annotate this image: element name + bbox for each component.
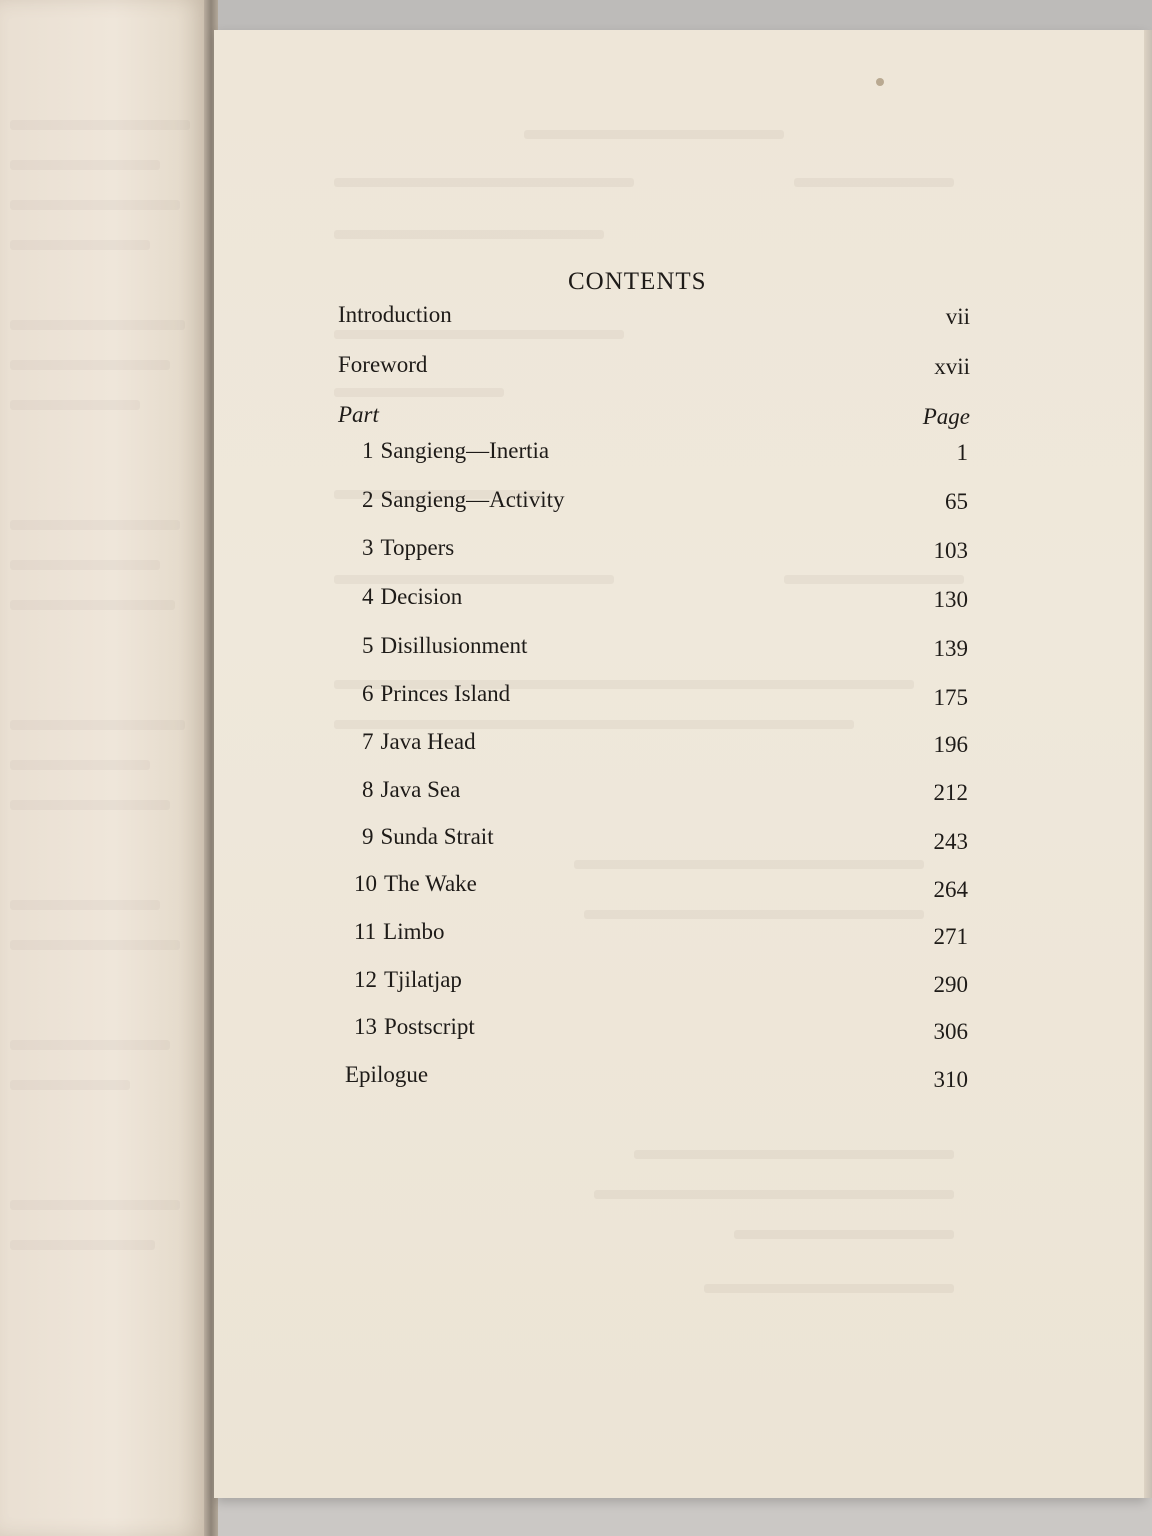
page-edge: [1144, 30, 1152, 1498]
contents-page: [214, 30, 1144, 1498]
part-number: 13: [354, 1014, 377, 1039]
part-title: Tjilatjap: [384, 967, 462, 992]
part-title: Princes Island: [380, 681, 511, 706]
contents-heading: CONTENTS: [568, 268, 707, 295]
part-number: 8: [362, 777, 374, 802]
part-title: Sangieng—Inertia: [380, 438, 550, 463]
toc-part-entry: [354, 967, 462, 993]
toc-page-introduction: vii: [945, 304, 970, 329]
toc-part-entry: [362, 729, 476, 755]
toc-part-entry: [362, 584, 462, 610]
toc-part-entry: [354, 919, 445, 945]
part-number: 1: [362, 438, 374, 463]
part-number: 4: [362, 584, 374, 609]
part-number: 10: [354, 871, 377, 896]
part-title: Disillusionment: [380, 633, 528, 658]
part-number: 11: [354, 919, 377, 944]
part-number: 5: [362, 633, 374, 658]
page-column-header: Page: [922, 404, 970, 429]
toc-entry-introduction: Introduction: [338, 302, 452, 327]
toc-part-entry: [362, 633, 527, 659]
part-title: Toppers: [380, 535, 455, 560]
toc-part-entry: [362, 487, 564, 513]
part-page: 243: [933, 829, 968, 854]
part-number: 9: [362, 824, 374, 849]
part-page: 212: [933, 780, 968, 805]
toc-entry-epilogue: Epilogue: [345, 1062, 429, 1087]
toc-part-entry: [362, 535, 454, 561]
toc-page-epilogue: 310: [933, 1067, 968, 1092]
part-number: 7: [362, 729, 374, 754]
toc-part-entry: [354, 871, 477, 897]
part-title: The Wake: [384, 871, 477, 896]
part-title: Java Head: [380, 729, 476, 754]
part-column-header: Part: [338, 402, 379, 427]
toc-part-entry: [354, 1014, 475, 1040]
part-number: 3: [362, 535, 374, 560]
left-facing-page: [0, 0, 208, 1536]
part-page: 264: [933, 877, 968, 902]
toc-part-entry: [362, 681, 510, 707]
part-title: Decision: [380, 584, 463, 609]
part-number: 6: [362, 681, 374, 706]
part-title: Java Sea: [380, 777, 461, 802]
part-page: 175: [933, 685, 968, 710]
part-page: 271: [933, 924, 968, 949]
toc-page-foreword: xvii: [934, 354, 970, 379]
part-page: 196: [933, 732, 968, 757]
part-page: 1: [956, 440, 968, 465]
part-title: Sangieng—Activity: [380, 487, 565, 512]
part-page: 65: [945, 489, 968, 514]
part-title: Sunda Strait: [380, 824, 494, 849]
part-number: 2: [362, 487, 374, 512]
part-title: Limbo: [383, 919, 445, 944]
part-page: 103: [933, 538, 968, 563]
part-page: 290: [933, 972, 968, 997]
part-number: 12: [354, 967, 377, 992]
part-page: 139: [933, 636, 968, 661]
part-page: 306: [933, 1019, 968, 1044]
toc-part-entry: [362, 438, 549, 464]
toc-entry-foreword: Foreword: [338, 352, 428, 377]
part-title: Postscript: [384, 1014, 475, 1039]
toc-part-entry: [362, 824, 494, 850]
part-page: 130: [933, 587, 968, 612]
toc-part-entry: [362, 777, 460, 803]
